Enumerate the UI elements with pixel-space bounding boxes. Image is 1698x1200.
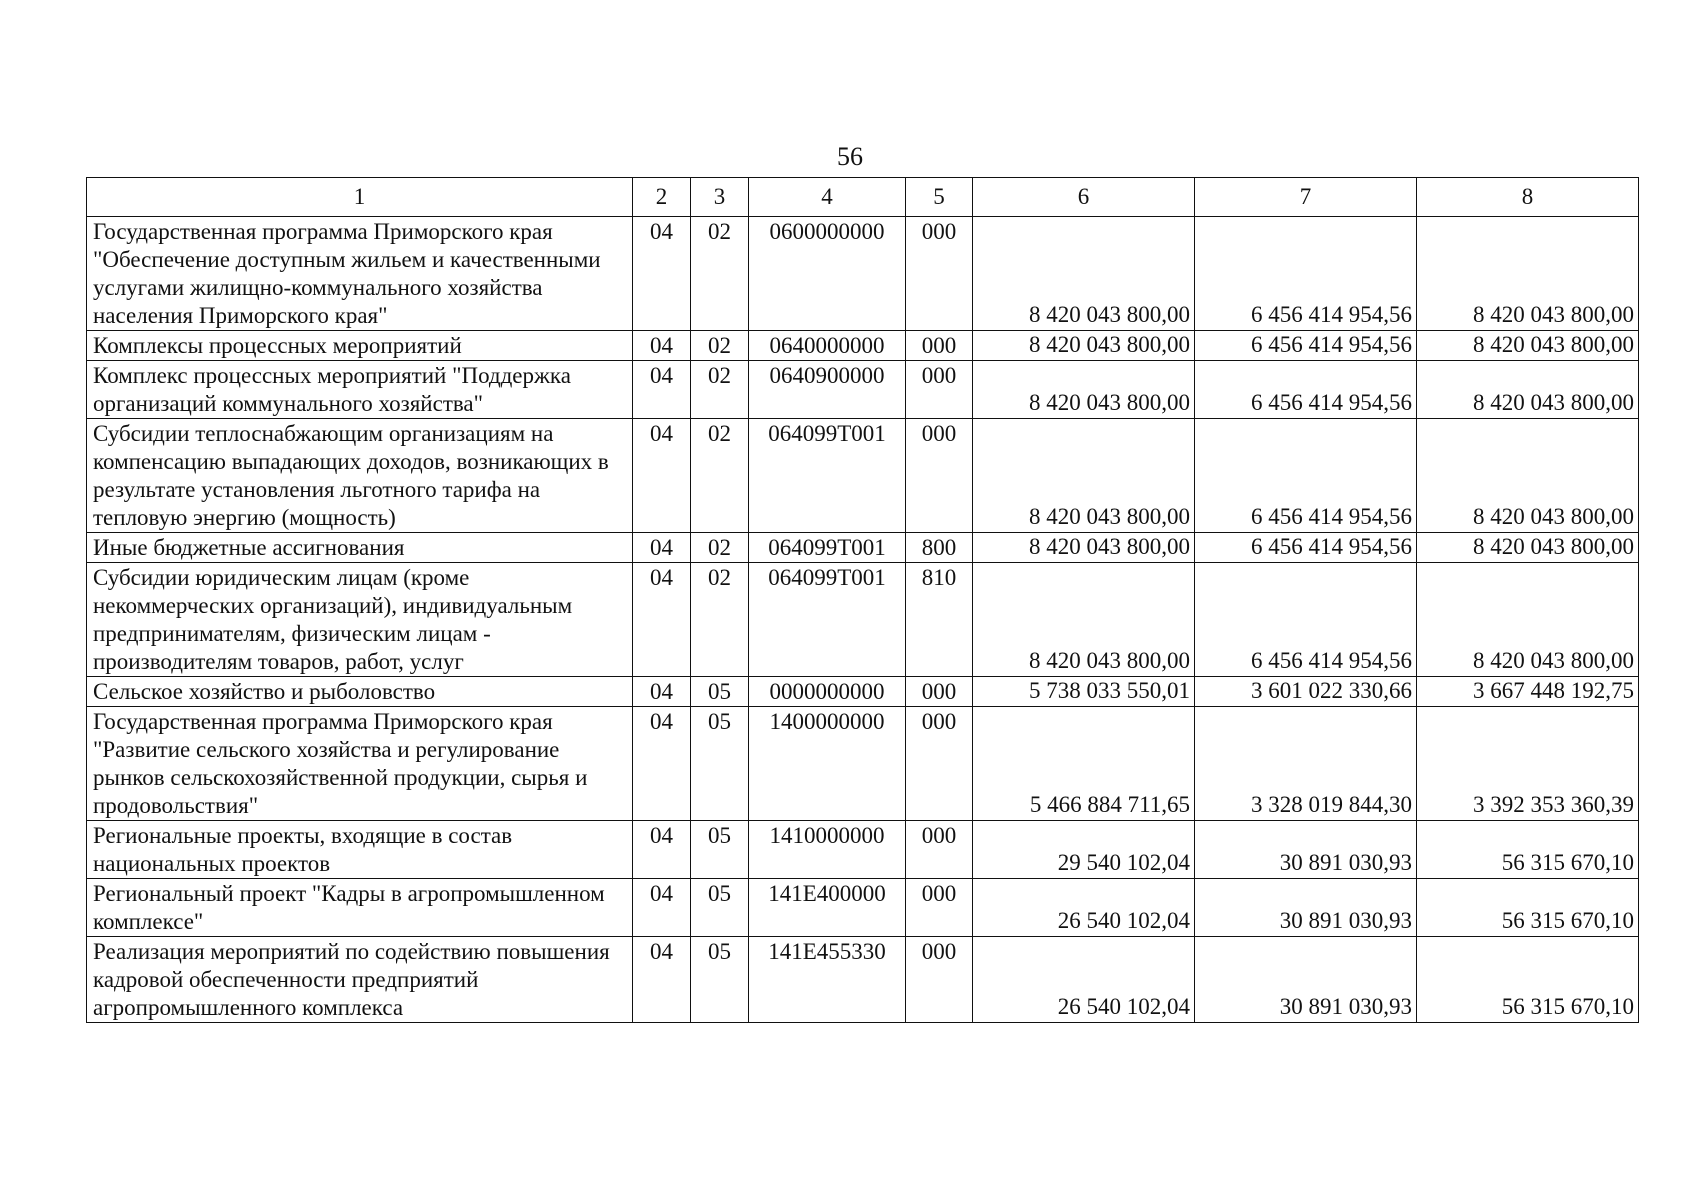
subsection-code: 02	[691, 361, 749, 419]
expense-type-code: 000	[906, 821, 973, 879]
section-code: 04	[633, 217, 691, 331]
target-article-code: 064099Т001	[749, 563, 906, 677]
amount-col8: 56 315 670,10	[1417, 879, 1639, 937]
table-row	[87, 361, 1639, 419]
amount-col8: 3 667 448 192,75	[1417, 677, 1639, 707]
amount-col6: 8 420 043 800,00	[973, 361, 1195, 419]
page-number: 56	[837, 142, 863, 171]
target-article-code: 141Е455330	[749, 937, 906, 1023]
amount-col7: 3 328 019 844,30	[1195, 707, 1417, 821]
subsection-code: 02	[691, 331, 749, 361]
section-code: 04	[633, 563, 691, 677]
amount-col6: 5 738 033 550,01	[973, 677, 1195, 707]
target-article-code: 0640900000	[749, 361, 906, 419]
amount-col7: 6 456 414 954,56	[1195, 533, 1417, 563]
amount-col6: 8 420 043 800,00	[973, 563, 1195, 677]
target-article-code: 064099Т001	[749, 533, 906, 563]
column-header: 7	[1195, 178, 1417, 217]
amount-col7: 30 891 030,93	[1195, 821, 1417, 879]
amount-col6: 29 540 102,04	[973, 821, 1195, 879]
table-row	[87, 821, 1639, 879]
row-name: Субсидии теплоснабжающим организациям на компенсацию выпадающих доходов, возникающих в результате установления льготного тарифа на тепловую энергию (мощность)	[87, 419, 633, 533]
expense-type-code: 000	[906, 217, 973, 331]
table-row	[87, 217, 1639, 331]
column-number-row	[87, 178, 1639, 217]
amount-col6: 8 420 043 800,00	[973, 419, 1195, 533]
table-row	[87, 533, 1639, 563]
amount-col8: 56 315 670,10	[1417, 937, 1639, 1023]
target-article-code: 1410000000	[749, 821, 906, 879]
table-row	[87, 419, 1639, 533]
expense-type-code: 000	[906, 677, 973, 707]
budget-table	[86, 177, 1639, 1023]
subsection-code: 02	[691, 563, 749, 677]
amount-col8: 8 420 043 800,00	[1417, 361, 1639, 419]
section-code: 04	[633, 331, 691, 361]
amount-col7: 6 456 414 954,56	[1195, 563, 1417, 677]
section-code: 04	[633, 707, 691, 821]
target-article-code: 1400000000	[749, 707, 906, 821]
subsection-code: 05	[691, 677, 749, 707]
subsection-code: 05	[691, 821, 749, 879]
amount-col8: 8 420 043 800,00	[1417, 217, 1639, 331]
row-name: Региональный проект "Кадры в агропромышленном комплексе"	[87, 879, 633, 937]
column-header: 8	[1417, 178, 1639, 217]
amount-col6: 26 540 102,04	[973, 937, 1195, 1023]
amount-col8: 8 420 043 800,00	[1417, 419, 1639, 533]
amount-col6: 8 420 043 800,00	[973, 533, 1195, 563]
subsection-code: 02	[691, 217, 749, 331]
amount-col6: 8 420 043 800,00	[973, 217, 1195, 331]
amount-col8: 8 420 043 800,00	[1417, 563, 1639, 677]
section-code: 04	[633, 937, 691, 1023]
table-row	[87, 563, 1639, 677]
section-code: 04	[633, 879, 691, 937]
section-code: 04	[633, 361, 691, 419]
row-name: Иные бюджетные ассигнования	[87, 533, 633, 563]
subsection-code: 02	[691, 533, 749, 563]
amount-col7: 6 456 414 954,56	[1195, 419, 1417, 533]
row-name: Государственная программа Приморского края "Развитие сельского хозяйства и регулирование рынков сельскохозяйственной продукции, сырья и продовольствия"	[87, 707, 633, 821]
target-article-code: 0640000000	[749, 331, 906, 361]
expense-type-code: 000	[906, 331, 973, 361]
column-header: 4	[749, 178, 906, 217]
amount-col8: 56 315 670,10	[1417, 821, 1639, 879]
column-header: 2	[633, 178, 691, 217]
amount-col7: 6 456 414 954,56	[1195, 361, 1417, 419]
row-name: Реализация мероприятий по содействию повышения кадровой обеспеченности предприятий агропромышленного комплекса	[87, 937, 633, 1023]
expense-type-code: 000	[906, 419, 973, 533]
target-article-code: 0000000000	[749, 677, 906, 707]
expense-type-code: 000	[906, 707, 973, 821]
row-name: Сельское хозяйство и рыболовство	[87, 677, 633, 707]
subsection-code: 05	[691, 937, 749, 1023]
table-row	[87, 677, 1639, 707]
row-name: Субсидии юридическим лицам (кроме некоммерческих организаций), индивидуальным предпринимателям, физическим лицам - производителям товаров, работ, услуг	[87, 563, 633, 677]
expense-type-code: 000	[906, 937, 973, 1023]
column-header: 1	[87, 178, 633, 217]
subsection-code: 02	[691, 419, 749, 533]
expense-type-code: 000	[906, 361, 973, 419]
row-name: Комплекс процессных мероприятий "Поддержка организаций коммунального хозяйства"	[87, 361, 633, 419]
amount-col8: 3 392 353 360,39	[1417, 707, 1639, 821]
amount-col7: 3 601 022 330,66	[1195, 677, 1417, 707]
amount-col6: 26 540 102,04	[973, 879, 1195, 937]
amount-col6: 5 466 884 711,65	[973, 707, 1195, 821]
target-article-code: 0600000000	[749, 217, 906, 331]
table-row	[87, 879, 1639, 937]
section-code: 04	[633, 677, 691, 707]
expense-type-code: 800	[906, 533, 973, 563]
amount-col7: 30 891 030,93	[1195, 937, 1417, 1023]
amount-col7: 6 456 414 954,56	[1195, 217, 1417, 331]
table-row	[87, 707, 1639, 821]
expense-type-code: 810	[906, 563, 973, 677]
target-article-code: 064099Т001	[749, 419, 906, 533]
section-code: 04	[633, 533, 691, 563]
expense-type-code: 000	[906, 879, 973, 937]
section-code: 04	[633, 419, 691, 533]
subsection-code: 05	[691, 707, 749, 821]
row-name: Региональные проекты, входящие в состав национальных проектов	[87, 821, 633, 879]
section-code: 04	[633, 821, 691, 879]
target-article-code: 141Е400000	[749, 879, 906, 937]
column-header: 3	[691, 178, 749, 217]
column-header: 5	[906, 178, 973, 217]
amount-col8: 8 420 043 800,00	[1417, 331, 1639, 361]
amount-col7: 6 456 414 954,56	[1195, 331, 1417, 361]
subsection-code: 05	[691, 879, 749, 937]
amount-col6: 8 420 043 800,00	[973, 331, 1195, 361]
amount-col8: 8 420 043 800,00	[1417, 533, 1639, 563]
row-name: Государственная программа Приморского края "Обеспечение доступным жильем и качественными услугами жилищно-коммунального хозяйства населения Приморского края"	[87, 217, 633, 331]
amount-col7: 30 891 030,93	[1195, 879, 1417, 937]
table-row	[87, 937, 1639, 1023]
table-row	[87, 331, 1639, 361]
row-name: Комплексы процессных мероприятий	[87, 331, 633, 361]
column-header: 6	[973, 178, 1195, 217]
